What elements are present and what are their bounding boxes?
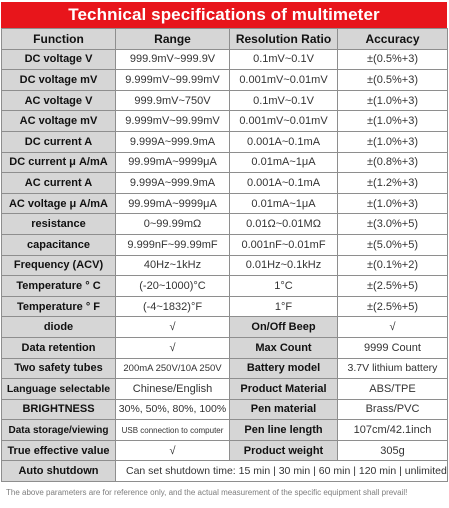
function-cell: Temperature ° F	[2, 296, 116, 317]
header-row	[2, 29, 448, 50]
function-cell: AC voltage μ A/mA	[2, 193, 116, 214]
accuracy-cell: ±(1.2%+3)	[338, 173, 448, 194]
resolution-cell: 0.01mA~1μA	[230, 152, 338, 173]
range-cell: 9.999A~999.9mA	[116, 131, 230, 152]
accuracy-cell: ±(1.0%+3)	[338, 111, 448, 132]
function-cell: Temperature ° C	[2, 276, 116, 297]
feature-label: Data retention	[2, 337, 116, 358]
range-cell: 9.999mV~99.99mV	[116, 70, 230, 91]
feature-value: USB connection to computer	[116, 420, 230, 441]
disclaimer-note: The above parameters are for reference only, and the actual measurement of the specific equipment shall prevail!	[6, 488, 408, 497]
resolution-cell: 1°C	[230, 276, 338, 297]
resolution-cell: 1°F	[230, 296, 338, 317]
function-cell: resistance	[2, 214, 116, 235]
resolution-cell: 0.01mA~1μA	[230, 193, 338, 214]
feature-value: √	[116, 317, 230, 338]
function-cell: DC current A	[2, 131, 116, 152]
feature-label: Product Material	[230, 379, 338, 400]
feature-value: 3.7V lithium battery	[338, 358, 448, 379]
spec-row	[2, 131, 448, 152]
header-function: Function	[2, 29, 116, 50]
spec-row	[2, 111, 448, 132]
resolution-cell: 0.001A~0.1mA	[230, 131, 338, 152]
feature-label: Product weight	[230, 440, 338, 461]
resolution-cell: 0.01Ω~0.01MΩ	[230, 214, 338, 235]
feature-row	[2, 440, 448, 461]
accuracy-cell: ±(1.0%+3)	[338, 131, 448, 152]
feature-row	[2, 420, 448, 441]
auto-shutdown-label: Auto shutdown	[2, 461, 116, 482]
range-cell: 99.99mA~9999μA	[116, 193, 230, 214]
resolution-cell: 0.001mV~0.01mV	[230, 70, 338, 91]
range-cell: 999.9mV~999.9V	[116, 49, 230, 70]
accuracy-cell: ±(0.8%+3)	[338, 152, 448, 173]
feature-value: 200mA 250V/10A 250V	[116, 358, 230, 379]
function-cell: DC voltage V	[2, 49, 116, 70]
feature-value: √	[116, 440, 230, 461]
feature-row	[2, 379, 448, 400]
spec-row	[2, 90, 448, 111]
spec-row	[2, 70, 448, 91]
feature-value: Brass/PVC	[338, 399, 448, 420]
function-cell: AC current A	[2, 173, 116, 194]
accuracy-cell: ±(0.5%+3)	[338, 49, 448, 70]
feature-row	[2, 317, 448, 338]
feature-label: On/Off Beep	[230, 317, 338, 338]
function-cell: Frequency (ACV)	[2, 255, 116, 276]
feature-value: 30%, 50%, 80%, 100%	[116, 399, 230, 420]
function-cell: AC voltage V	[2, 90, 116, 111]
accuracy-cell: ±(1.0%+3)	[338, 193, 448, 214]
header-resolution: Resolution Ratio	[230, 29, 338, 50]
spec-row	[2, 255, 448, 276]
resolution-cell: 0.01Hz~0.1kHz	[230, 255, 338, 276]
auto-shutdown-row	[2, 461, 448, 482]
page-title: Technical specifications of multimeter	[1, 2, 447, 28]
spec-row	[2, 152, 448, 173]
feature-value: Chinese/English	[116, 379, 230, 400]
spec-row	[2, 193, 448, 214]
feature-label: BRIGHTNESS	[2, 399, 116, 420]
range-cell: 9.999mV~99.99mV	[116, 111, 230, 132]
feature-label: Language selectable	[2, 379, 116, 400]
spec-sheet	[1, 2, 447, 482]
feature-label: Data storage/viewing	[2, 420, 116, 441]
accuracy-cell: ±(0.1%+2)	[338, 255, 448, 276]
function-cell: capacitance	[2, 234, 116, 255]
resolution-cell: 0.001nF~0.01mF	[230, 234, 338, 255]
feature-value: 9999 Count	[338, 337, 448, 358]
feature-label: Pen material	[230, 399, 338, 420]
resolution-cell: 0.001mV~0.01mV	[230, 111, 338, 132]
spec-table	[1, 28, 448, 482]
feature-label: True effective value	[2, 440, 116, 461]
accuracy-cell: ±(2.5%+5)	[338, 296, 448, 317]
feature-label: diode	[2, 317, 116, 338]
auto-shutdown-value: Can set shutdown time: 15 min | 30 min | 60 min | 120 min | unlimited	[116, 461, 448, 482]
spec-row	[2, 49, 448, 70]
resolution-cell: 0.001A~0.1mA	[230, 173, 338, 194]
feature-value: 107cm/42.1inch	[338, 420, 448, 441]
function-cell: DC voltage mV	[2, 70, 116, 91]
feature-value: √	[116, 337, 230, 358]
feature-label: Pen line length	[230, 420, 338, 441]
spec-row	[2, 296, 448, 317]
resolution-cell: 0.1mV~0.1V	[230, 90, 338, 111]
accuracy-cell: ±(1.0%+3)	[338, 90, 448, 111]
feature-label: Battery model	[230, 358, 338, 379]
header-accuracy: Accuracy	[338, 29, 448, 50]
feature-row	[2, 358, 448, 379]
resolution-cell: 0.1mV~0.1V	[230, 49, 338, 70]
spec-row	[2, 234, 448, 255]
feature-row	[2, 399, 448, 420]
spec-row	[2, 276, 448, 297]
feature-value: √	[338, 317, 448, 338]
feature-value: 305g	[338, 440, 448, 461]
accuracy-cell: ±(2.5%+5)	[338, 276, 448, 297]
feature-label: Max Count	[230, 337, 338, 358]
accuracy-cell: ±(0.5%+3)	[338, 70, 448, 91]
function-cell: DC current μ A/mA	[2, 152, 116, 173]
feature-value: ABS/TPE	[338, 379, 448, 400]
accuracy-cell: ±(5.0%+5)	[338, 234, 448, 255]
feature-label: Two safety tubes	[2, 358, 116, 379]
range-cell: 9.999nF~99.99mF	[116, 234, 230, 255]
feature-row	[2, 337, 448, 358]
spec-row	[2, 173, 448, 194]
range-cell: 9.999A~999.9mA	[116, 173, 230, 194]
range-cell: 0~99.99mΩ	[116, 214, 230, 235]
function-cell: AC voltage mV	[2, 111, 116, 132]
range-cell: 40Hz~1kHz	[116, 255, 230, 276]
range-cell: 999.9mV~750V	[116, 90, 230, 111]
spec-row	[2, 214, 448, 235]
range-cell: (-4~1832)°F	[116, 296, 230, 317]
range-cell: 99.99mA~9999μA	[116, 152, 230, 173]
header-range: Range	[116, 29, 230, 50]
accuracy-cell: ±(3.0%+5)	[338, 214, 448, 235]
range-cell: (-20~1000)°C	[116, 276, 230, 297]
